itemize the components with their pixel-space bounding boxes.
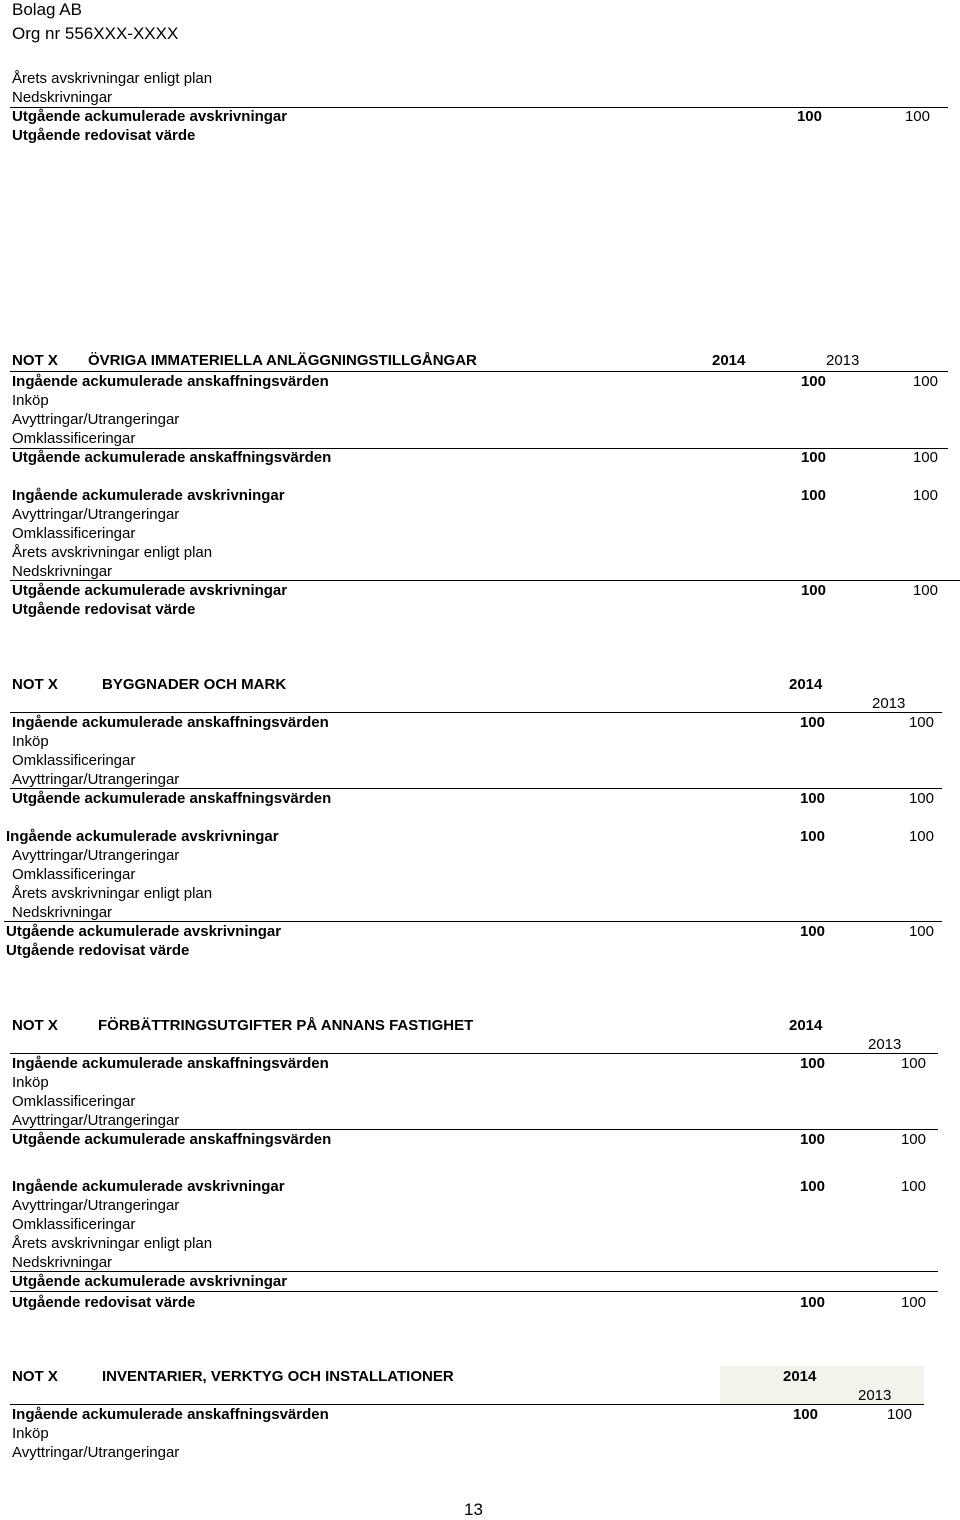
divider-line	[10, 371, 948, 372]
row-label: Inköp	[12, 1074, 49, 1091]
divider-line	[4, 921, 942, 922]
row-label: Årets avskrivningar enligt plan	[12, 1235, 213, 1252]
row-label: Avyttringar/Utrangeringar	[12, 847, 180, 864]
divider-line	[10, 1129, 938, 1130]
row-label: Ingående ackumulerade avskrivningar	[12, 1178, 285, 1195]
year-2013-header: 2013	[826, 352, 860, 369]
value-2014: 100	[799, 828, 825, 845]
row-label: Utgående ackumulerade avskrivningar	[6, 923, 282, 940]
value-2014: 100	[800, 373, 826, 390]
row-label: Omklassificeringar	[12, 866, 136, 883]
row-label: Omklassificeringar	[12, 1216, 136, 1233]
note-id: NOT X	[12, 1368, 58, 1385]
divider-line	[10, 1271, 938, 1272]
value-2014: 100	[799, 1131, 825, 1148]
value-2014: 100	[800, 487, 826, 504]
row-label: Utgående ackumulerade avskrivningar	[12, 582, 288, 599]
value-2014: 100	[799, 1294, 825, 1311]
row-label: Utgående ackumulerade anskaffningsvärden	[12, 1131, 332, 1148]
note-title: BYGGNADER OCH MARK	[102, 676, 287, 693]
year-2014-header: 2014	[712, 352, 746, 369]
row-label: Årets avskrivningar enligt plan	[12, 70, 213, 87]
year-2013-header: 2013	[858, 1387, 892, 1404]
value-2014: 100	[799, 1178, 825, 1195]
row-label: Utgående redovisat värde	[6, 942, 190, 959]
row-label: Omklassificeringar	[12, 525, 136, 542]
value-2013: 100	[912, 373, 938, 390]
row-label: Omklassificeringar	[12, 430, 136, 447]
divider-line	[10, 580, 960, 581]
note-title: ÖVRIGA IMMATERIELLA ANLÄGGNINGSTILLGÅNGAR	[88, 352, 477, 369]
value-2013: 100	[886, 1406, 912, 1423]
value-2013: 100	[904, 108, 930, 125]
row-label: Nedskrivningar	[12, 904, 113, 921]
value-2014: 100	[800, 582, 826, 599]
page-number: 13	[464, 1500, 483, 1519]
note-id: NOT X	[12, 1017, 58, 1034]
row-label: Omklassificeringar	[12, 1093, 136, 1110]
row-label: Årets avskrivningar enligt plan	[12, 544, 213, 561]
row-label: Avyttringar/Utrangeringar	[12, 1197, 180, 1214]
row-label: Utgående redovisat värde	[12, 127, 196, 144]
value-2013: 100	[900, 1055, 926, 1072]
row-label: Inköp	[12, 392, 49, 409]
row-label: Årets avskrivningar enligt plan	[12, 885, 213, 902]
row-label: Avyttringar/Utrangeringar	[12, 506, 180, 523]
row-label: Nedskrivningar	[12, 1254, 113, 1271]
org-number: Org nr 556XXX-XXXX	[12, 24, 179, 43]
value-2013: 100	[912, 582, 938, 599]
year-2014-header: 2014	[789, 1017, 823, 1034]
value-2013: 100	[908, 923, 934, 940]
value-2013: 100	[900, 1294, 926, 1311]
value-2014: 100	[800, 449, 826, 466]
row-label: Ingående ackumulerade avskrivningar	[6, 828, 279, 845]
note-title: INVENTARIER, VERKTYG OCH INSTALLATIONER	[102, 1368, 454, 1385]
year-header-shading	[720, 1366, 924, 1404]
value-2014: 100	[792, 1406, 818, 1423]
year-2013-header: 2013	[868, 1036, 902, 1053]
row-label: Ingående ackumulerade anskaffningsvärden	[12, 1406, 329, 1423]
row-label: Utgående redovisat värde	[12, 1294, 196, 1311]
value-2013: 100	[908, 714, 934, 731]
value-2013: 100	[908, 790, 934, 807]
value-2013: 100	[900, 1131, 926, 1148]
value-2013: 100	[908, 828, 934, 845]
row-label: Utgående redovisat värde	[12, 601, 196, 618]
value-2014: 100	[796, 108, 822, 125]
row-label: Inköp	[12, 1425, 49, 1442]
year-2014-header: 2014	[789, 676, 823, 693]
divider-line	[10, 788, 942, 789]
row-label: Utgående ackumulerade anskaffningsvärden	[12, 790, 332, 807]
value-2014: 100	[799, 714, 825, 731]
row-label: Utgående ackumulerade avskrivningar	[12, 1273, 288, 1290]
row-label: Nedskrivningar	[12, 89, 113, 106]
row-label: Avyttringar/Utrangeringar	[12, 411, 180, 428]
year-2013-header: 2013	[872, 695, 906, 712]
row-label: Ingående ackumulerade anskaffningsvärden	[12, 714, 329, 731]
year-2014-header: 2014	[783, 1368, 817, 1385]
note-title: FÖRBÄTTRINGSUTGIFTER PÅ ANNANS FASTIGHET	[98, 1017, 474, 1034]
row-label: Ingående ackumulerade anskaffningsvärden	[12, 1055, 329, 1072]
divider-line	[10, 1053, 938, 1054]
divider-line	[10, 1404, 924, 1405]
value-2013: 100	[900, 1178, 926, 1195]
value-2013: 100	[912, 449, 938, 466]
value-2014: 100	[799, 790, 825, 807]
row-label: Nedskrivningar	[12, 563, 113, 580]
row-label: Ingående ackumulerade anskaffningsvärden	[12, 373, 329, 390]
divider-line	[10, 1291, 938, 1292]
row-label: Avyttringar/Utrangeringar	[12, 1444, 180, 1461]
row-label: Avyttringar/Utrangeringar	[12, 1112, 180, 1129]
value-2014: 100	[799, 1055, 825, 1072]
note-id: NOT X	[12, 676, 58, 693]
row-label: Omklassificeringar	[12, 752, 136, 769]
note-id: NOT X	[12, 352, 58, 369]
company-name: Bolag AB	[12, 0, 82, 19]
row-label: Ingående ackumulerade avskrivningar	[12, 487, 285, 504]
divider-line	[10, 712, 942, 713]
row-label: Avyttringar/Utrangeringar	[12, 771, 180, 788]
value-2014: 100	[799, 923, 825, 940]
value-2013: 100	[912, 487, 938, 504]
row-label: Utgående ackumulerade anskaffningsvärden	[12, 449, 332, 466]
row-label: Inköp	[12, 733, 49, 750]
row-label: Utgående ackumulerade avskrivningar	[12, 108, 288, 125]
